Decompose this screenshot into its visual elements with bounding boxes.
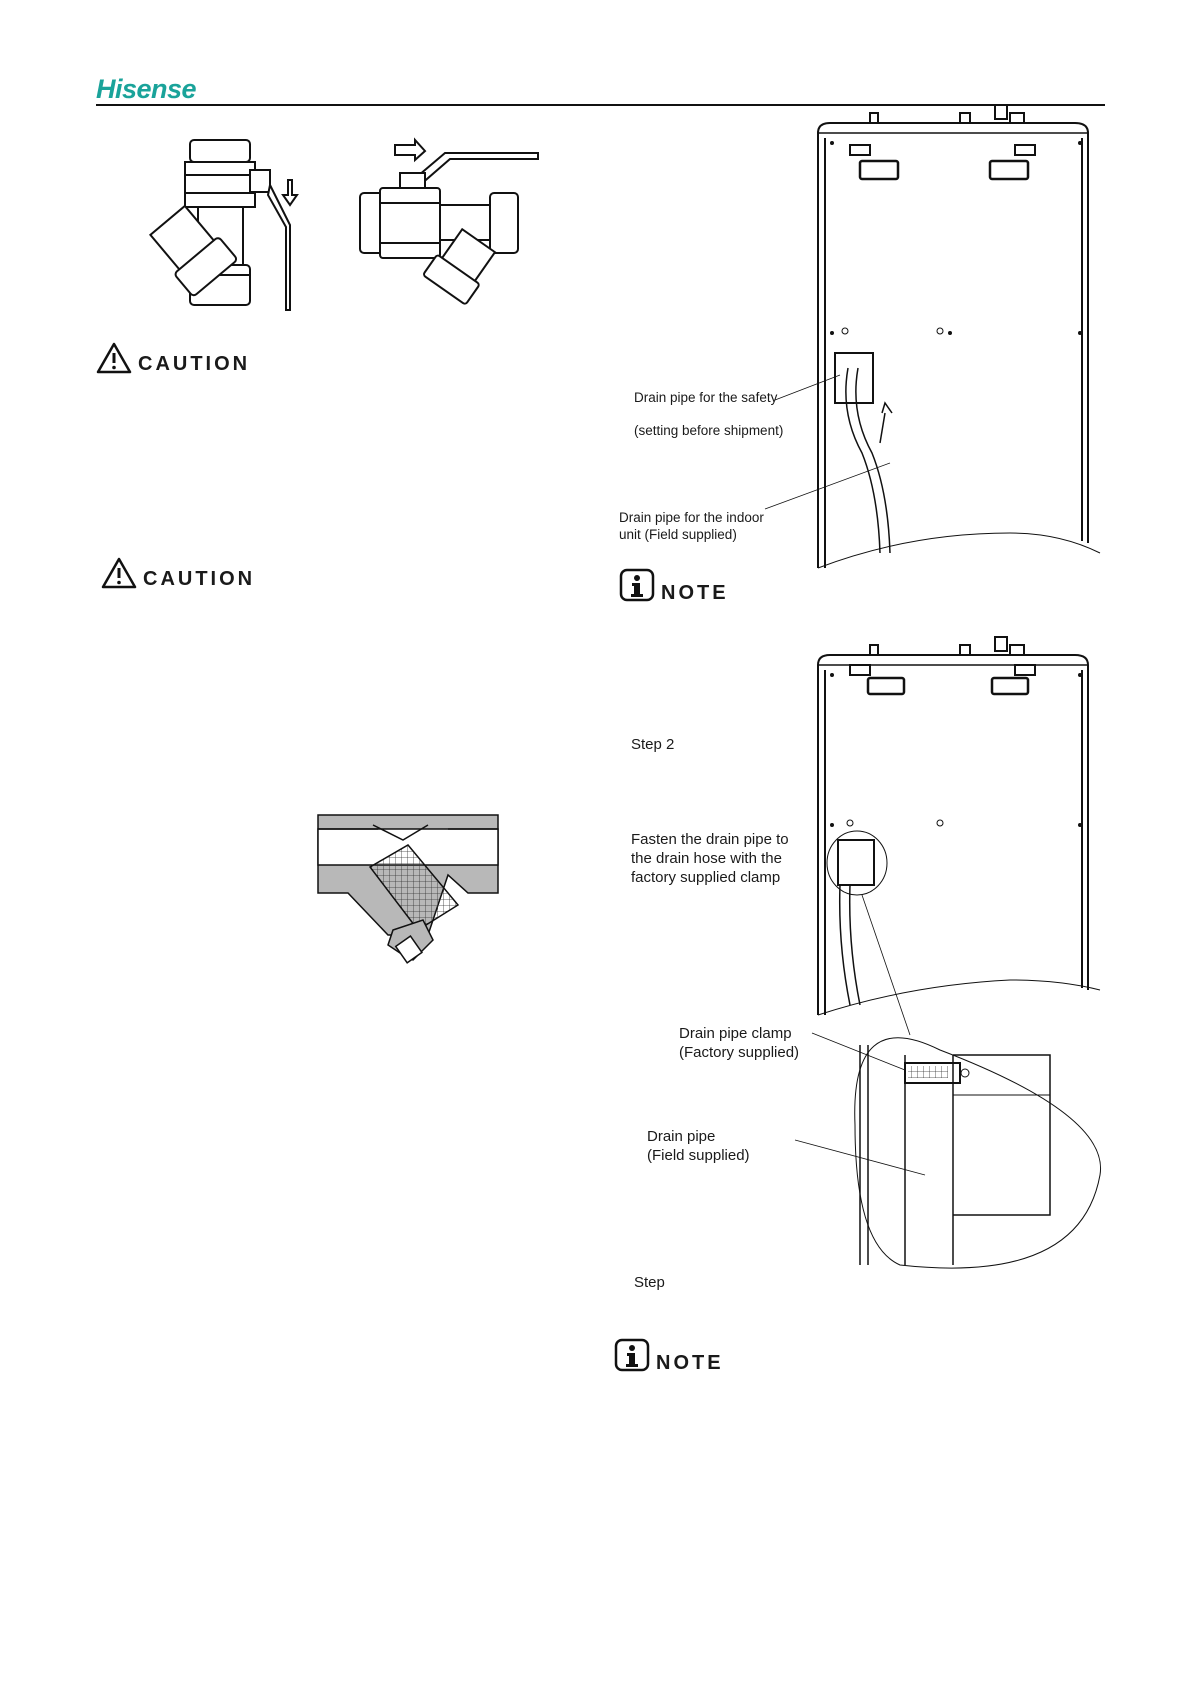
unit-rear-figure-2 [810,645,1100,1265]
label-safety-drain-line1: Drain pipe for the safety [634,390,778,405]
warning-triangle-icon [101,557,137,589]
label-drain-pipe-line2: (Field supplied) [647,1147,750,1164]
label-fasten-line3: factory supplied clamp [631,869,781,886]
label-clamp-line2: (Factory supplied) [679,1044,800,1061]
header-rule [96,104,1105,106]
label-step: Step [634,1274,665,1291]
label-fasten-line2: the drain hose with the [631,850,782,867]
label-indoor-drain-line1: Drain pipe for the indoor [619,510,764,525]
note-label-2: NOTE [656,1352,724,1374]
note-heading-1 [619,568,779,604]
info-icon [619,568,655,602]
note-label-1: NOTE [661,582,729,604]
valve-illustration-vertical [140,135,300,320]
caution-label-2: CAUTION [143,568,256,590]
info-icon [614,1338,650,1372]
label-fasten-line1: Fasten the drain pipe to [631,831,789,848]
label-step-2: Step 2 [631,736,675,753]
label-safety-drain-line2: (setting before shipment) [634,423,784,438]
brand-logo: Hisense [96,74,197,104]
label-clamp-line1: Drain pipe clamp [679,1025,792,1042]
strainer-cross-section [318,815,498,975]
caution-heading-2 [101,557,321,593]
label-indoor-drain-line2: unit (Field supplied) [619,527,737,542]
unit-rear-figure-1 [810,113,1100,573]
warning-triangle-icon [96,342,132,374]
caution-heading-1 [96,342,316,378]
note-heading-2 [614,1338,774,1374]
valve-illustration-horizontal [360,143,545,298]
caution-label-1: CAUTION [138,353,251,375]
label-drain-pipe-line1: Drain pipe [647,1128,716,1145]
